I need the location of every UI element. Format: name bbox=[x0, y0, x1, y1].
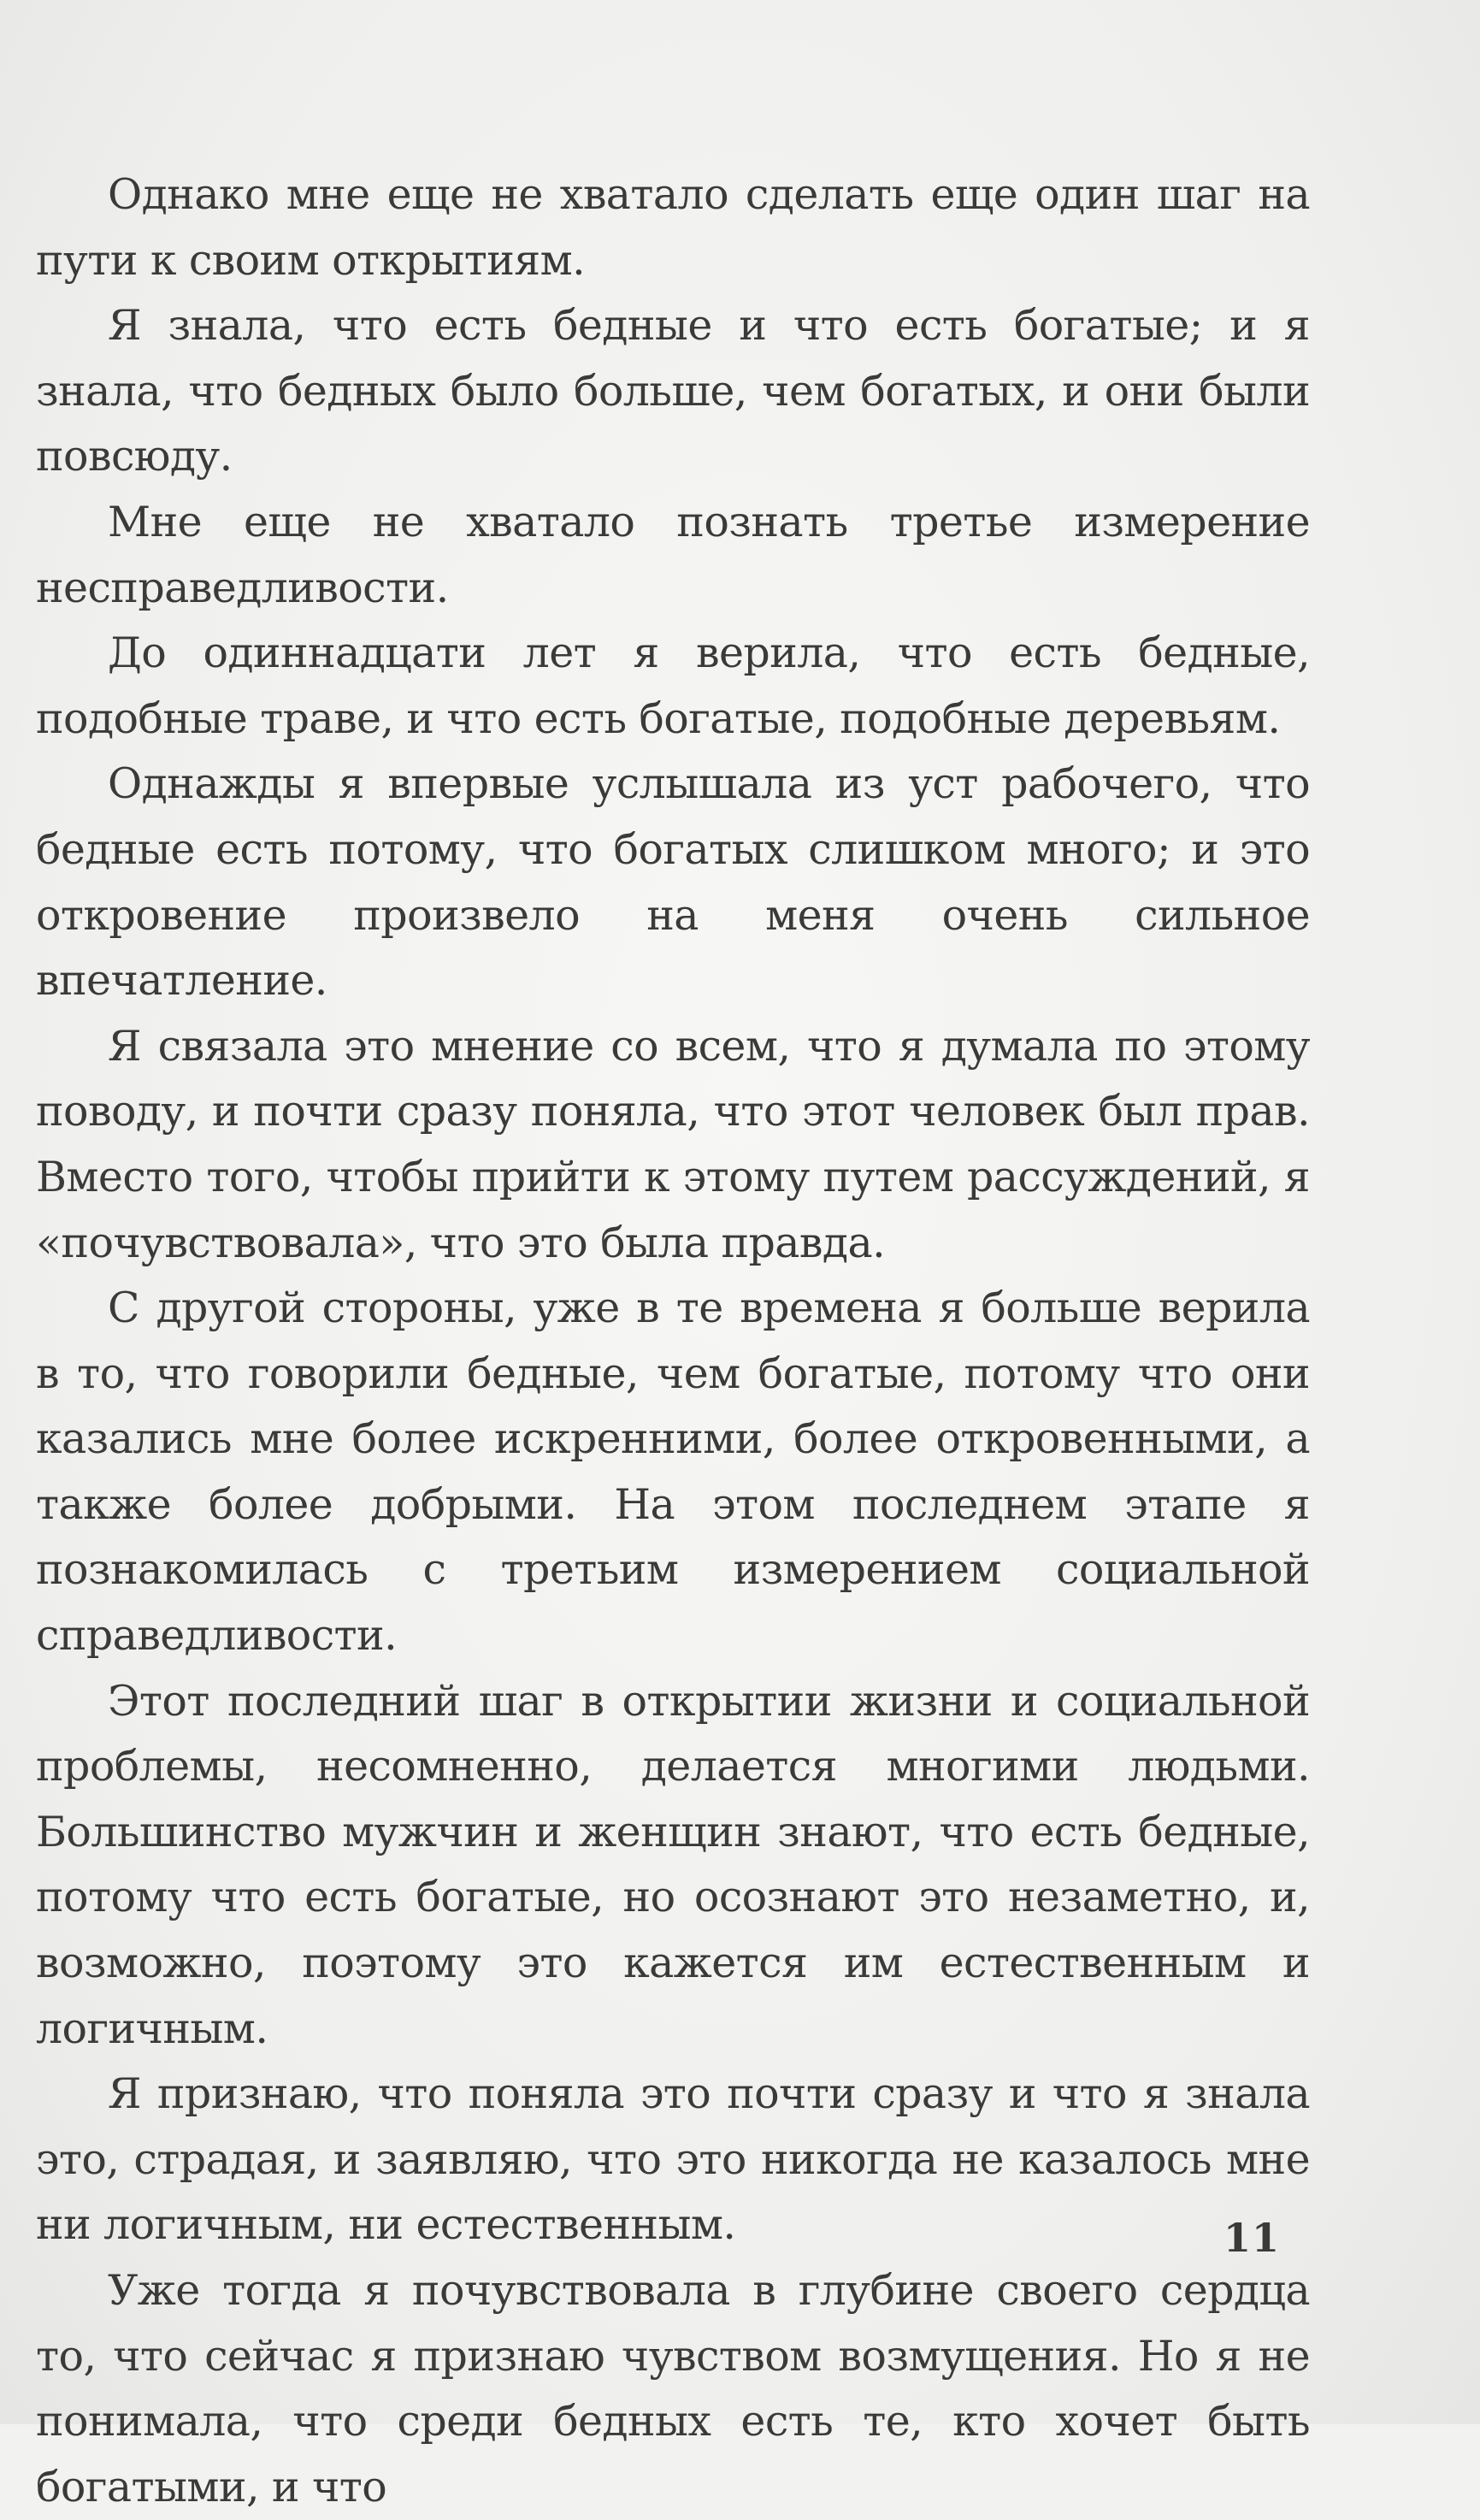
paragraph-3: Мне еще не хватало познать третье измерение несправедливости. bbox=[36, 497, 1310, 612]
paragraph-1: Однако мне еще не хватало сделать еще один шаг на пути к своим открытиям. bbox=[36, 170, 1310, 285]
paragraph-2: Я знала, что есть бедные и что есть богатые; и я знала, что бедных было больше, чем богатых, и они были повсюду. bbox=[36, 301, 1310, 481]
paragraph-8: Этот последний шаг в открытии жизни и социальной проблемы, несомненно, делается многими людьми. Большинство мужчин и женщин знают, что есть бедные, потому что есть богатые, но осознают это незаметно, и, возможно, поэтому это кажется им естественным и логичным. bbox=[36, 1676, 1310, 2053]
page-number: 11 bbox=[1223, 2215, 1280, 2261]
paragraph-7: С другой стороны, уже в те времена я больше верила в то, что говорили бедные, чем богатые, потому что они казались мне более искренними, более откровенными, а также более добрыми. На этом последнем этапе я познакомилась с третьим измерением социальной справедливости. bbox=[36, 1284, 1310, 1661]
paragraph-10: Уже тогда я почувствовала в глубине своего сердца то, что сейчас я признаю чувством возмущения. Но я не понимала, что среди бедных есть те, кто хочет быть богатыми, и что bbox=[36, 2266, 1310, 2511]
paragraph-9: Я признаю, что поняла это почти сразу и что я знала это, страдая, и заявляю, что это никогда не казалось мне ни логичным, ни естественным. bbox=[36, 2069, 1310, 2250]
paragraph-5: Однажды я впервые услышала из уст рабочего, что бедные есть потому, что богатых слишком много; и это откровение произвело на меня очень сильное впечатление. bbox=[36, 759, 1310, 1006]
body-text bbox=[36, 162, 1310, 2520]
paragraph-6: Я связала это мнение со всем, что я думала по этому поводу, и почти сразу поняла, что этот человек был прав. Вместо того, чтобы прийти к этому путем рассуждений, я «почувствовала», что это была правда. bbox=[36, 1021, 1310, 1267]
paragraph-4: До одиннадцати лет я верила, что есть бедные, подобные траве, и что есть богатые, подобные деревьям. bbox=[36, 629, 1310, 743]
